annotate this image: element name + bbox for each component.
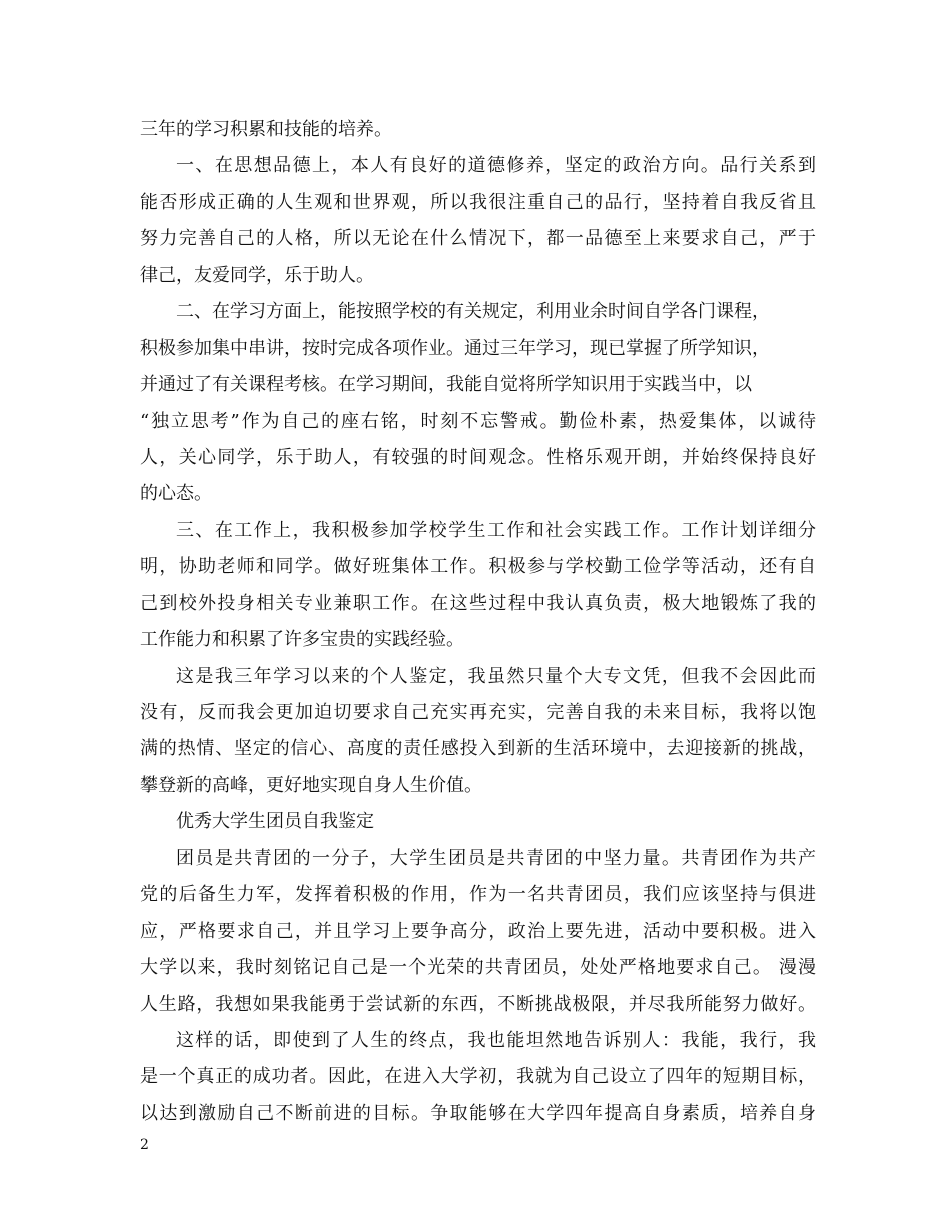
text-line: 二、在学习方面上，能按照学校的有关规定，利用业余时间自学各门课程， [176,301,770,323]
text-line: 满的热情、坚定的信心、高度的责任感投入到新的生活环境中，去迎接新的挑战， [140,738,816,760]
text-line: 律己，友爱同学，乐于助人。 [140,264,374,286]
text-line: 攀登新的高峰，更好地实现自身人生价值。 [140,774,482,796]
text-line: 这样的话，即使到了人生的终点，我也能坦然地告诉别人：我能，我行，我 [176,1029,816,1051]
text-line: 己到校外投身相关专业兼职工作。在这些过程中我认真负责，极大地锻炼了我的 [140,592,816,614]
text-line: 三、在工作上，我积极参加学校学生工作和社会实践工作。工作计划详细分 [176,519,816,541]
text-line: 努力完善自己的人格，所以无论在什么情况下，都一品德至上来要求自己，严于 [140,228,816,250]
text-line: 人生路，我想如果我能勇于尝试新的东西，不断挑战极限，并尽我所能努力做好。 [140,993,816,1015]
text-line: 没有，反而我会更加迫切要求自己充实再充实，完善自我的未来目标，我将以饱 [140,702,816,723]
text-line: 能否形成正确的人生观和世界观，所以我很注重自己的品行，坚持着自我反省且 [140,191,816,213]
text-line: 三年的学习积累和技能的培养。 [140,119,392,140]
text-line: 优秀大学生团员自我鉴定 [176,811,374,833]
text-line: 应，严格要求自己，并且学习上要争高分，政治上要先进，活动中要积极。进入 [140,920,816,942]
text-line: 是一个真正的成功者。因此，在进入大学初，我就为自己设立了四年的短期目标， [140,1066,816,1088]
text-line: 大学以来，我时刻铭记自己是一个光荣的共青团员，处处严格地要求自己。 漫漫 [140,957,816,979]
text-line: “独立思考”作为自己的座右铭，时刻不忘警戒。勤俭朴素，热爱集体，以诚待 [140,410,816,432]
text-line: 党的后备生力军，发挥着积极的作用，作为一名共青团员，我们应该坚持与俱进 [140,884,816,906]
text-line: 一、在思想品德上，本人有良好的道德修养，坚定的政治方向。品行关系到 [176,155,816,177]
text-line: 工作能力和积累了许多宝贵的实践经验。 [140,629,464,651]
text-line: 积极参加集中串讲，按时完成各项作业。通过三年学习，现已掌握了所学知识， [140,337,770,359]
document-body [140,112,816,1132]
text-line: 人，关心同学，乐于助人，有较强的时间观念。性格乐观开朗，并始终保持良好 [140,446,816,468]
text-line: 这是我三年学习以来的个人鉴定，我虽然只量个大专文凭，但我不会因此而 [176,665,816,687]
text-line: 以达到激励自己不断前进的目标。争取能够在大学四年提高自身素质，培养自身 [140,1102,816,1124]
text-line: 明，协助老师和同学。做好班集体工作。积极参与学校勤工俭学等活动，还有自 [140,556,816,578]
text-line: 的心态。 [140,483,212,505]
text-line: 团员是共青团的一分子，大学生团员是共青团的中坚力量。共青团作为共产 [176,847,816,869]
text-line: 并通过了有关课程考核。在学习期间，我能自觉将所学知识用于实践当中，以 [140,374,752,396]
page-number: 2 [140,1137,149,1153]
